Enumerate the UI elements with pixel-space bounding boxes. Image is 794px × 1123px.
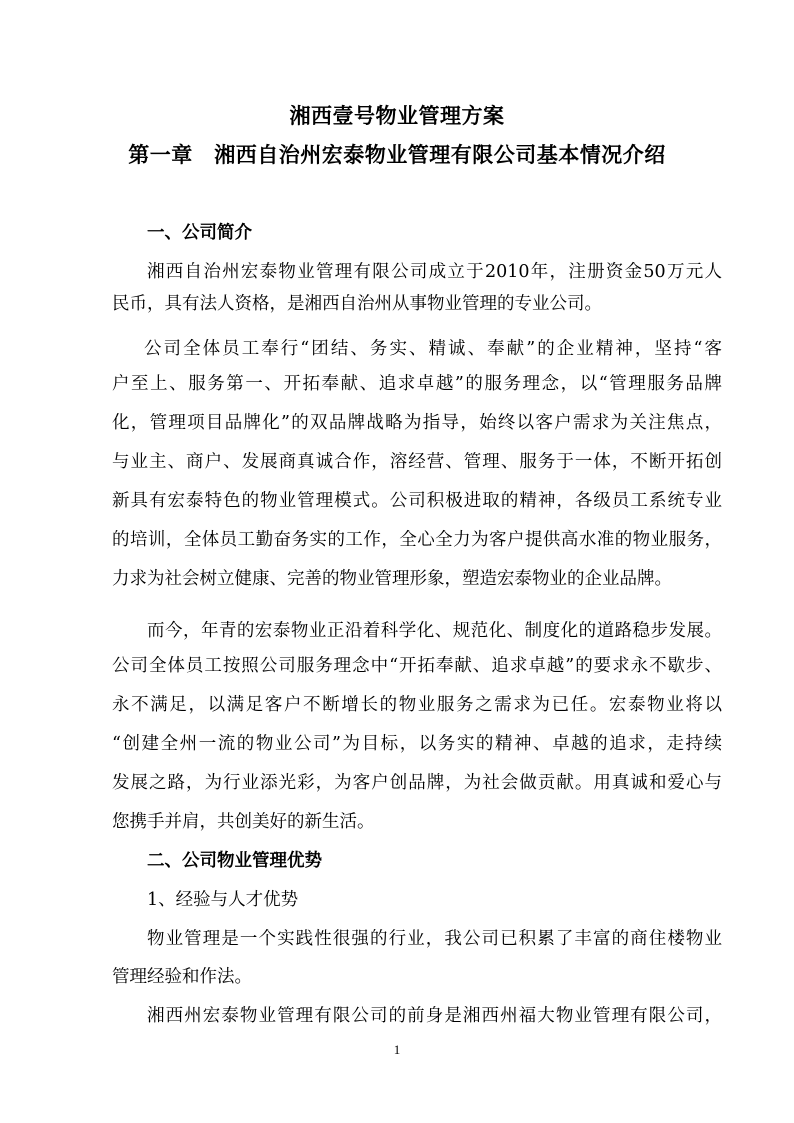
paragraph-line: “创建全州一流的物业公司”为目标，以务实的精神、卓越的追求，走持续 <box>112 734 722 754</box>
subsection-heading: 1、经验与人才优势 <box>147 890 299 910</box>
paragraph-line: 您携手并肩，共创美好的新生活。 <box>112 812 375 832</box>
chapter-title: 第一章 湘西自治州宏泰物业管理有限公司基本情况介绍 <box>128 143 666 167</box>
paragraph-line: 化，管理项目品牌化”的双品牌战略为指导，始终以客户需求为关注焦点， <box>112 413 722 433</box>
paragraph-line: 的培训，全体员工勤奋务实的工作，全心全力为客户提供高水准的物业服务， <box>112 530 722 550</box>
paragraph-line: 与业主、商户、发展商真诚合作，溶经营、管理、服务于一体，不断开拓创 <box>112 452 722 472</box>
paragraph-line: 永不满足，以满足客户不断增长的物业服务之需求为已任。宏泰物业将以 <box>112 695 722 715</box>
paragraph-line: 物业管理是一个实践性很强的行业，我公司已积累了丰富的商住楼物业 <box>147 929 722 949</box>
paragraph-line: 管理经验和作法。 <box>112 967 252 987</box>
section-heading-management-advantages: 二、公司物业管理优势 <box>147 851 322 871</box>
page-number: 1 <box>393 1042 401 1057</box>
paragraph-line: 公司全体员工按照公司服务理念中“开拓奉献、追求卓越”的要求永不歇步、 <box>112 656 722 676</box>
section-heading-company-profile: 一、公司简介 <box>147 223 252 243</box>
paragraph-line: 湘西自治州宏泰物业管理有限公司成立于2010年，注册资金50万元人 <box>147 262 722 282</box>
paragraph-line: 湘西州宏泰物业管理有限公司的前身是湘西州福大物业管理有限公司， <box>147 1006 722 1026</box>
paragraph-line: 民币，具有法人资格，是湘西自治州从事物业管理的专业公司。 <box>112 294 602 314</box>
paragraph-line: 新具有宏泰特色的物业管理模式。公司积极进取的精神，各级员工系统专业 <box>112 491 722 511</box>
paragraph-line: 公司全体员工奉行“团结、务实、精诚、奉献”的企业精神，坚持“客 <box>144 339 722 359</box>
paragraph-line: 户至上、服务第一、开拓奉献、追求卓越”的服务理念，以“管理服务品牌 <box>112 374 722 394</box>
paragraph-line: 而今，年青的宏泰物业正沿着科学化、规范化、制度化的道路稳步发展。 <box>147 621 722 641</box>
paragraph-line: 发展之路，为行业添光彩，为客户创品牌，为社会做贡献。用真诚和爱心与 <box>112 773 722 793</box>
paragraph-line: 力求为社会树立健康、完善的物业管理形象，塑造宏泰物业的企业品牌。 <box>112 569 672 589</box>
document-title: 湘西壹号物业管理方案 <box>289 104 505 128</box>
